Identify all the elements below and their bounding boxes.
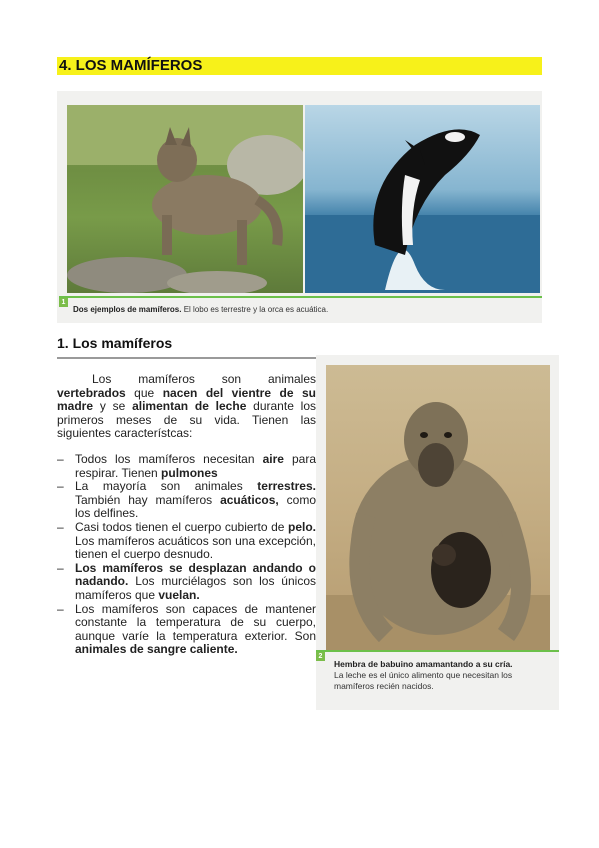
- intro-run: Los mamíferos son animales: [92, 372, 316, 386]
- intro-run: que: [125, 385, 163, 400]
- list-item-run: La mayoría son animales: [75, 479, 258, 494]
- figure-number: 1: [59, 298, 68, 307]
- list-item: [57, 603, 316, 657]
- page-title: 4. LOS MAMÍFEROS: [57, 57, 542, 75]
- section-heading: 1. Los mamíferos: [57, 335, 173, 351]
- list-item-bold-run: pulmones: [161, 465, 218, 480]
- list-item-run: Los mamíferos son capaces de mantener constante la temperatura de su cuerpo, aunque varíe la temperatura exterior. Son: [75, 601, 316, 643]
- list-item: [57, 453, 316, 480]
- baboon-photo: [326, 365, 550, 651]
- list-item: [57, 562, 316, 603]
- caption-bold: Dos ejemplos de mamíferos.: [73, 305, 182, 314]
- intro-bold-run: nacen del vientre de su madre: [57, 385, 316, 414]
- caption-bold: Hembra de babuino amamantando a su cría.: [334, 659, 513, 669]
- figure-caption: [73, 305, 328, 314]
- list-item-bold-run: Los mamíferos se desplazan andando o nadando.: [75, 560, 316, 589]
- list-item-run: Los mamíferos acuáticos son una excepción, tienen el cuerpo desnudo.: [75, 533, 316, 562]
- characteristics-list: [57, 453, 316, 657]
- figure-baboon: [316, 355, 559, 710]
- figure-number: 2: [316, 652, 325, 661]
- caption-text: La leche es el único alimento que necesitan los mamíferos recién nacidos.: [334, 670, 513, 691]
- intro-bold-run: vertebrados: [57, 385, 126, 400]
- section-rule: [57, 357, 316, 359]
- caption-rule: [59, 296, 542, 298]
- intro-run: y se: [93, 399, 133, 414]
- figure-wolf-orca: [57, 91, 542, 323]
- list-item-bold-run: terrestres.: [257, 479, 316, 494]
- list-item-run: Los murciélagos son los únicos mamíferos que: [75, 574, 316, 602]
- list-item-bold-run: animales de sangre caliente.: [75, 642, 238, 657]
- list-item: [57, 521, 316, 562]
- intro-paragraph: [57, 373, 316, 441]
- list-item-run: como los delfines.: [75, 492, 316, 521]
- list-item-run: Todos los mamíferos necesitan: [75, 451, 263, 466]
- orca-photo: [305, 105, 540, 293]
- caption-text: El lobo es terrestre y la orca es acuática.: [181, 305, 329, 314]
- list-item-run: para respirar. Tienen: [75, 451, 316, 480]
- intro-run: durante los primeros meses de su vida. Tienen las siguientes característcas:: [57, 399, 316, 441]
- list-item-bold-run: pelo.: [287, 519, 316, 534]
- list-item: [57, 480, 316, 521]
- caption-rule: [316, 650, 559, 652]
- list-item-run: También hay mamíferos: [75, 492, 221, 507]
- body-text: [57, 373, 316, 657]
- figure-caption: [334, 659, 552, 692]
- intro-bold-run: alimentan de leche: [132, 399, 247, 414]
- list-item-bold-run: acuáticos,: [220, 492, 279, 507]
- list-item-bold-run: aire: [262, 451, 284, 466]
- list-item-bold-run: vuelan.: [158, 587, 200, 602]
- list-item-run: Casi todos tienen el cuerpo cubierto de: [75, 519, 288, 534]
- wolf-photo: [67, 105, 303, 293]
